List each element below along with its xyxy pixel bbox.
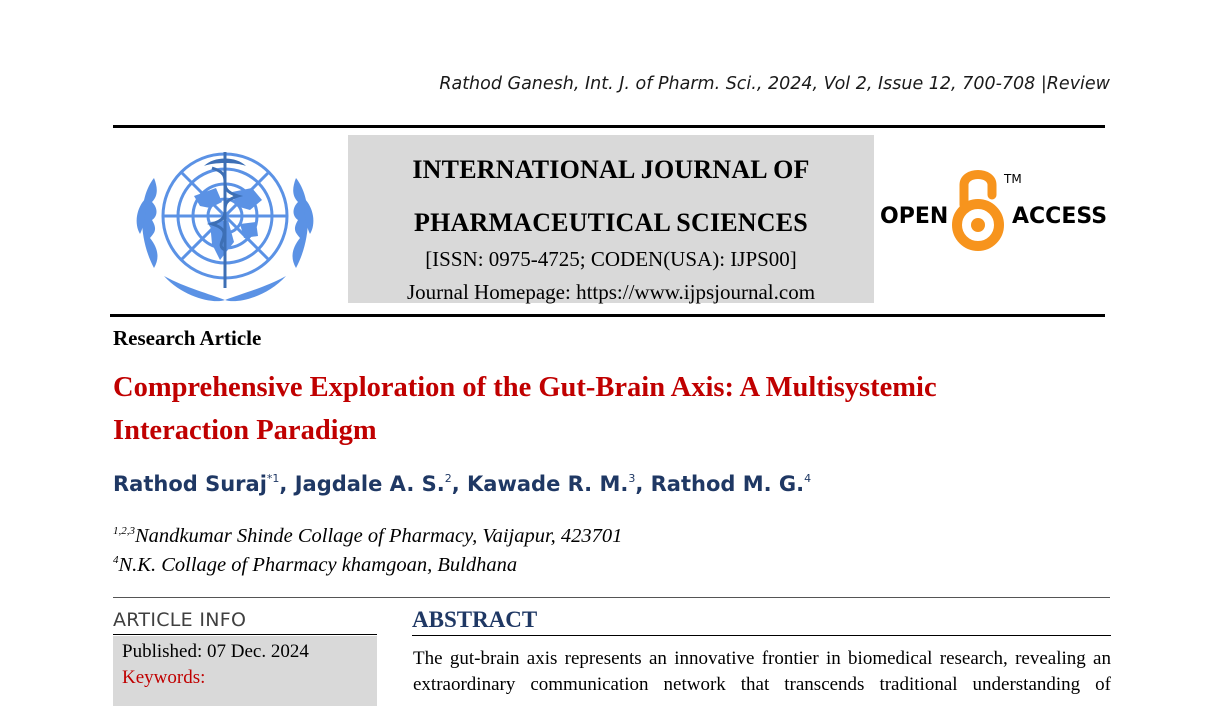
author-name: Kawade R. M. [467, 472, 629, 496]
article-title-line-2: Interaction Paradigm [113, 415, 377, 446]
open-access-right-word: ACCESS [1012, 204, 1108, 229]
author-name: Rathod Suraj [113, 472, 267, 496]
affiliation-mark: 1,2,3 [113, 525, 135, 537]
abstract-line: extraordinary communication network that transcends traditional understanding of [413, 674, 1111, 695]
article-info-rule [113, 634, 377, 635]
journal-masthead [348, 135, 874, 303]
journal-homepage-line: Journal Homepage: https://www.ijpsjournal.com [406, 280, 816, 304]
masthead-bottom-rule [110, 314, 1105, 317]
article-info-heading: ARTICLE INFO [113, 609, 247, 631]
abstract-rule [412, 635, 1111, 636]
author-separator: , [635, 472, 651, 496]
article-info-panel [113, 636, 377, 706]
affiliation-text: Nandkumar Shinde Collage of Pharmacy, Vaijapur, 423701 [135, 525, 623, 547]
section-divider [113, 597, 1110, 598]
open-access-logo [880, 165, 1108, 255]
un-emblem-logo [124, 138, 326, 308]
author-separator: , [451, 472, 468, 496]
article-title [113, 366, 1103, 452]
author-affiliation-mark: 4 [804, 472, 812, 485]
abstract-line: The gut-brain axis represents an innovative frontier in biomedical research, revealing an [413, 648, 1111, 669]
author-name: Jagdale A. S. [294, 472, 445, 496]
author-affiliation-mark: *1 [266, 472, 280, 485]
article-type-label: Research Article [113, 326, 262, 350]
author-list [113, 472, 811, 496]
author-name: Rathod M. G. [650, 472, 805, 496]
article-title-line-1: Comprehensive Exploration of the Gut-Brain Axis: A Multisystemic [113, 372, 937, 403]
abstract-body [413, 646, 1111, 698]
author-separator: , [279, 472, 295, 496]
abstract-heading: ABSTRACT [412, 607, 538, 632]
top-rule [113, 125, 1105, 128]
affiliation-text: N.K. Collage of Pharmacy khamgoan, Buldhana [118, 554, 518, 576]
affiliation-1 [113, 525, 622, 548]
running-head: Rathod Ganesh, Int. J. of Pharm. Sci., 2024, Vol 2, Issue 12, 700-708 |Review [439, 74, 1110, 94]
author-affiliation-mark: 3 [628, 472, 636, 485]
journal-title-line-2: PHARMACEUTICAL SCIENCES [414, 208, 808, 237]
journal-title-line-1: INTERNATIONAL JOURNAL OF [412, 155, 810, 184]
published-date: Published: 07 Dec. 2024 [122, 641, 309, 662]
keywords-label: Keywords: [122, 667, 206, 688]
trademark-mark: TM [1004, 172, 1022, 186]
author-affiliation-mark: 2 [444, 472, 452, 485]
issn-coden-line: [ISSN: 0975-4725; CODEN(USA): IJPS00] [425, 247, 797, 271]
open-access-left-word: OPEN [880, 204, 949, 229]
affiliation-mark: 4 [113, 554, 119, 566]
affiliation-2 [113, 554, 517, 577]
